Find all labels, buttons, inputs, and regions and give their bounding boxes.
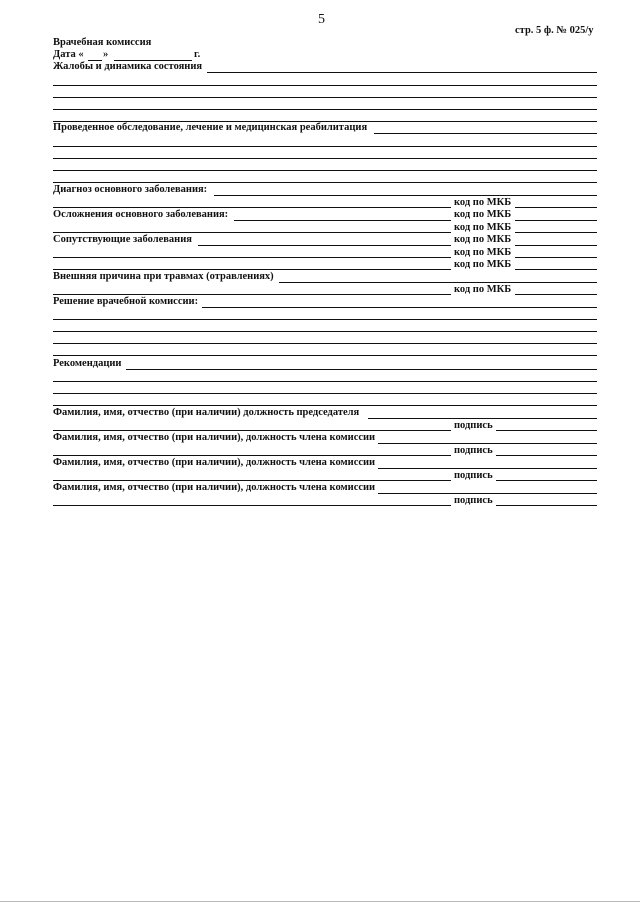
icd-label: код по МКБ [454, 197, 512, 208]
complaints-line[interactable] [53, 97, 597, 98]
decision-line[interactable] [202, 307, 597, 308]
signature-field[interactable] [496, 455, 597, 456]
recommendations-label: Рекомендации [53, 358, 122, 369]
icd-label: код по МКБ [454, 247, 512, 258]
icd-code-field[interactable] [515, 207, 597, 208]
chair-name-line[interactable] [53, 430, 451, 431]
decision-line[interactable] [53, 319, 597, 320]
icd-label: код по МКБ [454, 234, 512, 245]
signature-label: подпись [454, 470, 493, 481]
external-cause-line[interactable] [279, 282, 597, 283]
complications-line[interactable] [234, 220, 451, 221]
recommendations-line[interactable] [53, 405, 597, 406]
recommendations-line[interactable] [53, 381, 597, 382]
complaints-line[interactable] [207, 72, 597, 73]
icd-code-field[interactable] [515, 232, 597, 233]
commission-title: Врачебная комиссия [53, 37, 152, 48]
complications-line[interactable] [53, 232, 451, 233]
member-label: Фамилия, имя, отчество (при наличии), должность члена комиссии [53, 457, 376, 468]
complaints-line[interactable] [53, 85, 597, 86]
decision-line[interactable] [53, 343, 597, 344]
comorbid-label: Сопутствующие заболевания [53, 234, 192, 245]
form-reference: стр. 5 ф. № 025/у [515, 25, 594, 36]
exam-line[interactable] [53, 170, 597, 171]
comorbid-line[interactable] [53, 269, 451, 270]
diagnosis-line[interactable] [53, 207, 451, 208]
member-name-line[interactable] [378, 468, 597, 469]
external-cause-line[interactable] [53, 294, 451, 295]
complaints-label: Жалобы и динамика состояния [53, 61, 203, 72]
icd-label: код по МКБ [454, 284, 512, 295]
decision-line[interactable] [53, 355, 597, 356]
member-label: Фамилия, имя, отчество (при наличии), должность члена комиссии [53, 432, 376, 443]
recommendations-line[interactable] [53, 393, 597, 394]
member-name-line[interactable] [378, 493, 597, 494]
icd-code-field[interactable] [515, 257, 597, 258]
decision-label: Решение врачебной комиссии: [53, 296, 199, 307]
icd-code-field[interactable] [515, 245, 597, 246]
decision-line[interactable] [53, 331, 597, 332]
date-mid: » [103, 49, 109, 60]
chair-name-line[interactable] [368, 418, 597, 419]
complaints-line[interactable] [53, 109, 597, 110]
member-name-line[interactable] [53, 480, 451, 481]
member-label: Фамилия, имя, отчество (при наличии), должность члена комиссии [53, 482, 376, 493]
icd-label: код по МКБ [454, 209, 512, 220]
icd-code-field[interactable] [515, 220, 597, 221]
exam-line[interactable] [374, 133, 597, 134]
signature-field[interactable] [496, 480, 597, 481]
exam-line[interactable] [53, 158, 597, 159]
date-prefix: Дата « [53, 49, 84, 60]
icd-code-field[interactable] [515, 294, 597, 295]
exam-label: Проведенное обследование, лечение и медицинская реабилитация [53, 122, 368, 133]
signature-label: подпись [454, 495, 493, 506]
member-name-line[interactable] [53, 505, 451, 506]
signature-field[interactable] [496, 505, 597, 506]
recommendations-line[interactable] [126, 369, 597, 370]
icd-label: код по МКБ [454, 259, 512, 270]
member-name-line[interactable] [378, 443, 597, 444]
comorbid-line[interactable] [53, 257, 451, 258]
exam-line[interactable] [53, 182, 597, 183]
external-cause-label: Внешняя причина при травмах (отравлениях) [53, 271, 274, 282]
diagnosis-label: Диагноз основного заболевания: [53, 184, 208, 195]
icd-label: код по МКБ [454, 222, 512, 233]
signature-field[interactable] [496, 430, 597, 431]
icd-code-field[interactable] [515, 269, 597, 270]
exam-line[interactable] [53, 146, 597, 147]
diagnosis-line[interactable] [214, 195, 597, 196]
date-suffix: г. [194, 49, 201, 60]
member-name-line[interactable] [53, 455, 451, 456]
signature-label: подпись [454, 445, 493, 456]
page-number: 5 [318, 12, 325, 27]
comorbid-line[interactable] [198, 245, 451, 246]
complications-label: Осложнения основного заболевания: [53, 209, 229, 220]
signature-label: подпись [454, 420, 493, 431]
chair-label: Фамилия, имя, отчество (при наличии) должность председателя [53, 407, 360, 418]
